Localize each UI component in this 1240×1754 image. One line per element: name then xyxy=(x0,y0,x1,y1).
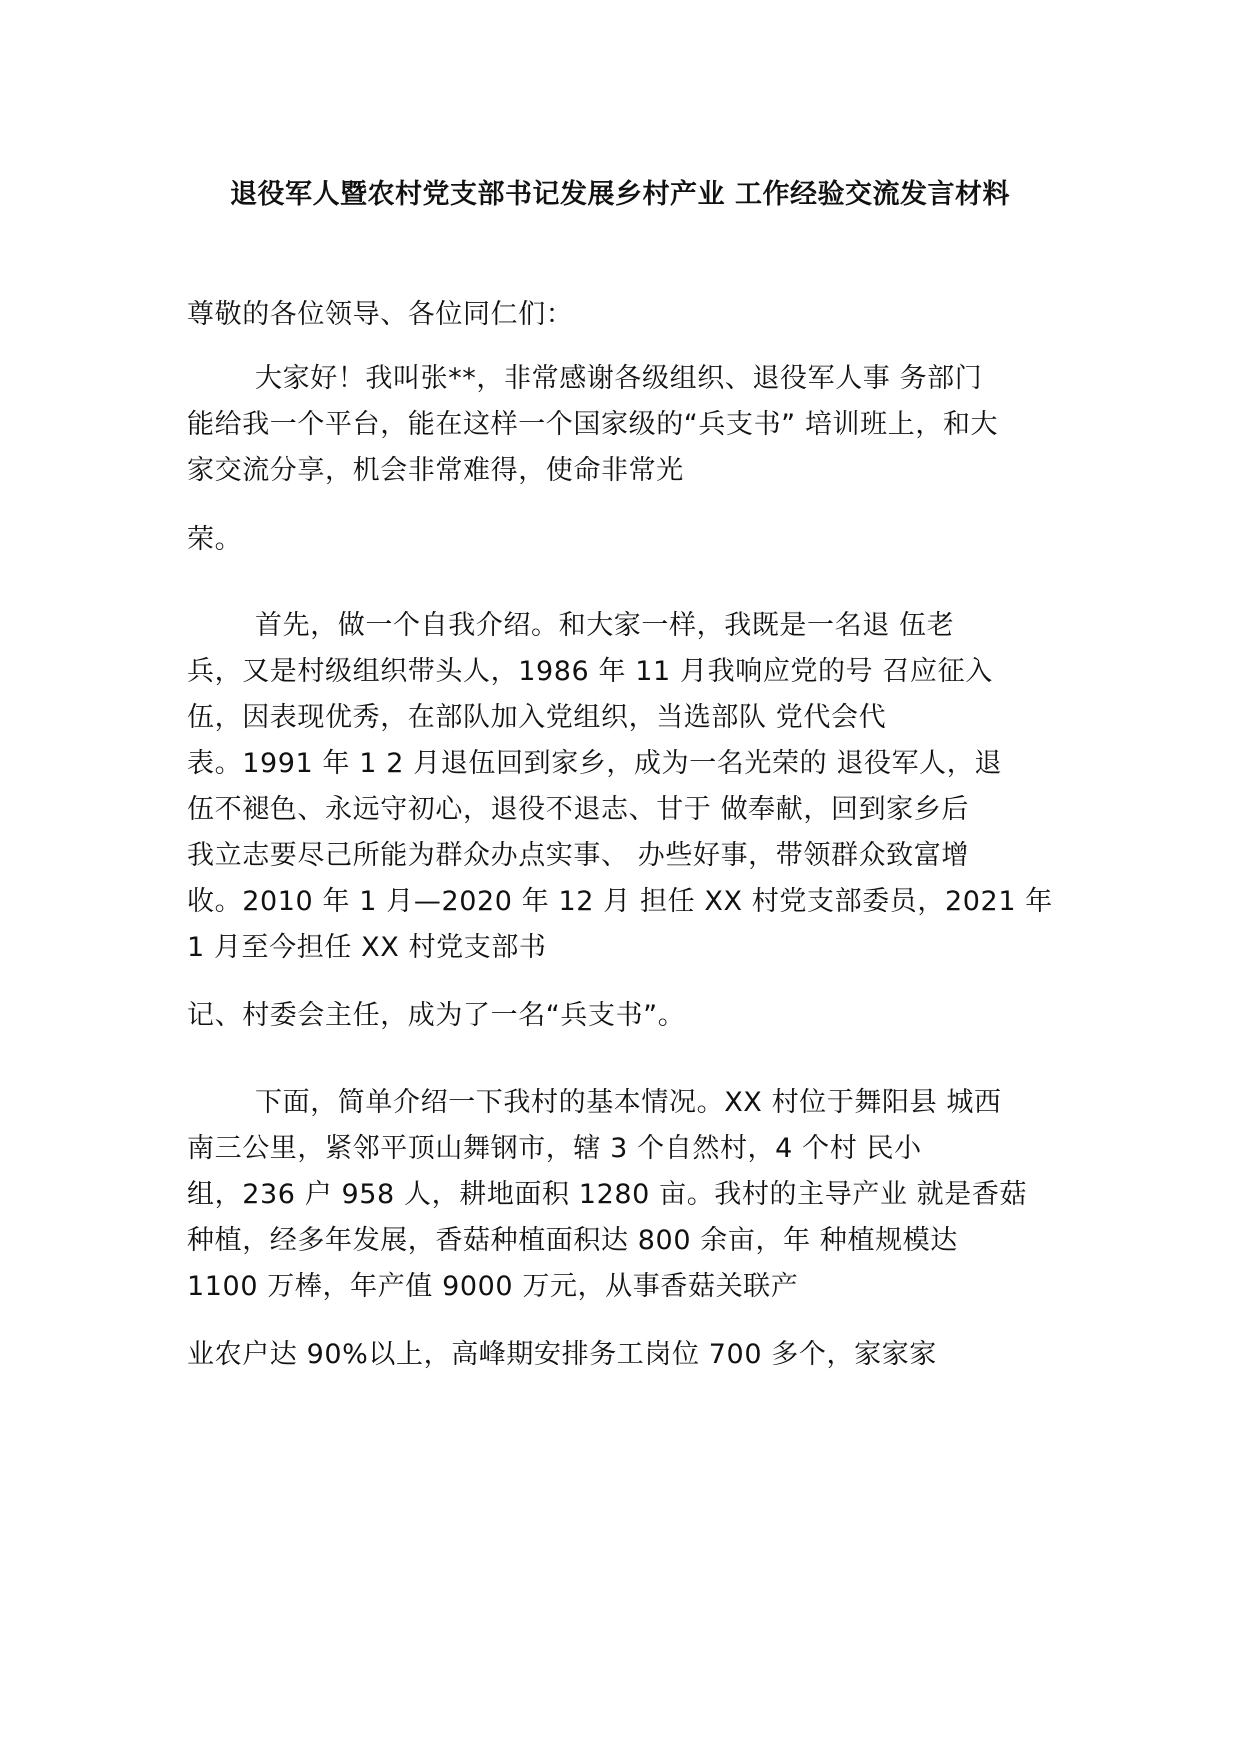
paragraph-line: 大家好！我叫张**，非常感谢各级组织、退役军人事 务部门 xyxy=(255,363,983,394)
paragraph-line: 记、村委会主任，成为了一名“兵支书”。 xyxy=(187,1000,686,1031)
salutation: 尊敬的各位领导、各位同仁们： xyxy=(187,299,574,330)
paragraph-line: 下面，简单介绍一下我村的基本情况。XX 村位于舞阳县 城西 xyxy=(255,1087,1002,1118)
paragraph-line: 兵，又是村级组织带头人，1986 年 11 月我响应党的号 召应征入 xyxy=(187,656,993,687)
paragraph-line: 组，236 户 958 人，耕地面积 1280 亩。我村的主导产业 就是香菇 xyxy=(187,1179,1028,1210)
paragraph-line: 首先，做一个自我介绍。和大家一样，我既是一名退 伍老 xyxy=(255,610,955,641)
paragraph-line: 伍不褪色、永远守初心，退役不退志、甘于 做奉献，回到家乡后 xyxy=(187,794,969,825)
paragraph-line: 能给我一个平台，能在这样一个国家级的“兵支书” 培训班上，和大 xyxy=(187,409,999,440)
paragraph-line: 南三公里，紧邻平顶山舞钢市，辖 3 个自然村，4 个村 民小 xyxy=(187,1133,922,1164)
paragraph-line: 我立志要尽己所能为群众办点实事、 办些好事，带领群众致富增 xyxy=(187,840,969,871)
paragraph-line: 1 月至今担任 XX 村党支部书 xyxy=(187,932,547,963)
paragraph-line: 伍，因表现优秀，在部队加入党组织，当选部队 党代会代 xyxy=(187,702,887,733)
paragraph-line: 1100 万棒，年产值 9000 万元，从事香菇关联产 xyxy=(187,1271,799,1302)
paragraph-line: 家交流分享，机会非常难得，使命非常光 xyxy=(187,455,684,486)
paragraph-line: 表。1991 年 1 2 月退伍回到家乡，成为一名光荣的 退役军人，退 xyxy=(187,748,1002,779)
paragraph-line: 业农户达 90%以上，高峰期安排务工岗位 700 多个，家家家 xyxy=(187,1339,937,1370)
document-title: 退役军人暨农村党支部书记发展乡村产业 工作经验交流发言材料 xyxy=(230,179,1010,210)
paragraph-line: 收。2010 年 1 月—2020 年 12 月 担任 XX 村党支部委员，2021 年 xyxy=(187,886,1053,917)
paragraph-line: 种植，经多年发展，香菇种植面积达 800 余亩，年 种植规模达 xyxy=(187,1225,958,1256)
paragraph-line: 荣。 xyxy=(187,524,243,555)
